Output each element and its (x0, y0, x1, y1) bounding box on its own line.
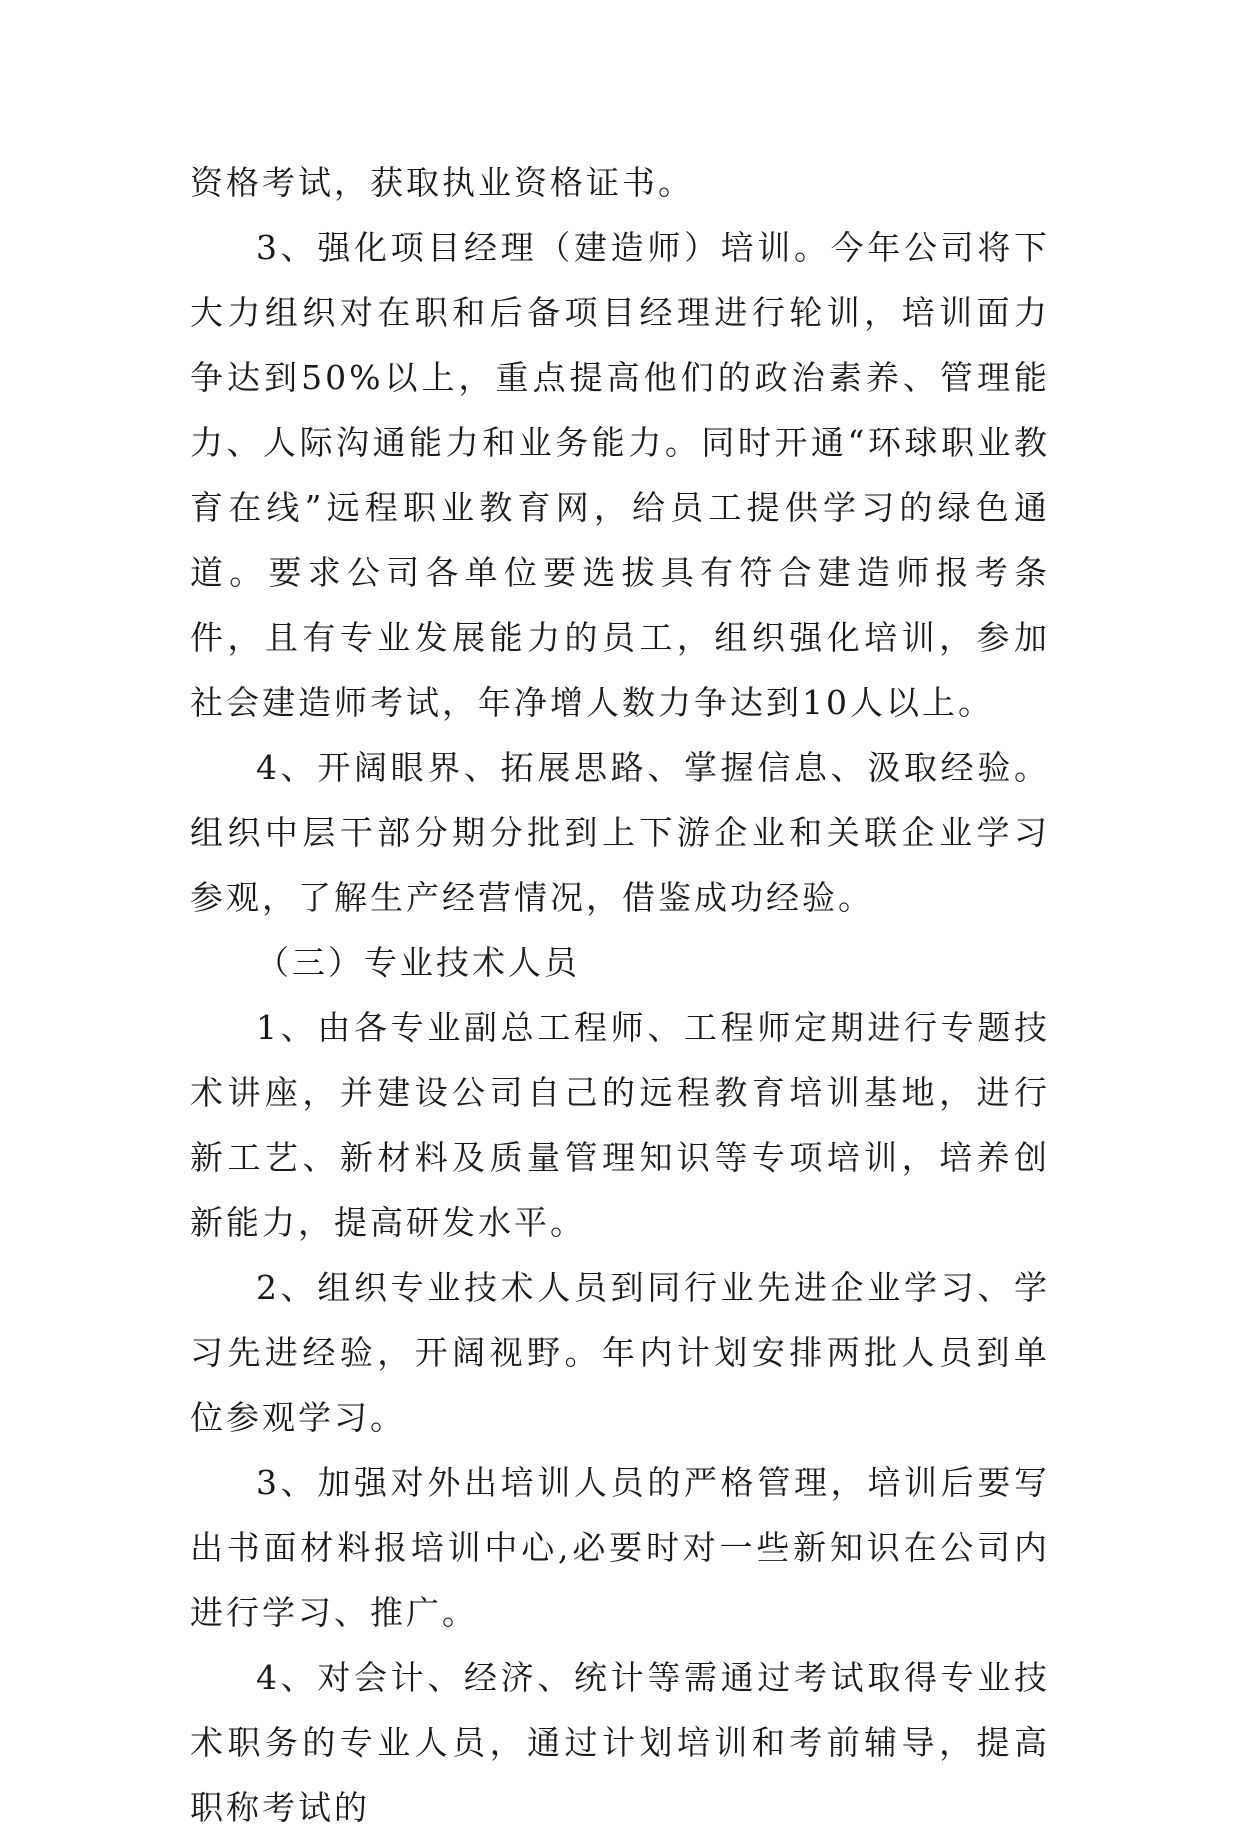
paragraph-item-4-broaden-horizons: 4、开阔眼界、拓展思路、掌握信息、汲取经验。组织中层干部分期分批到上下游企业和关联企业学习参观，了解生产经营情况，借鉴成功经验。 (190, 748, 1050, 917)
paragraph-item-1-technical-lectures: 1、由各专业副总工程师、工程师定期进行专题技术讲座，并建设公司自己的远程教育培训基地，进行新工艺、新材料及质量管理知识等专项培训，培养创新能力，提高研发水平。 (190, 1008, 1050, 1242)
document-body (190, 150, 1050, 1840)
paragraph-item-2-study-visits: 2、组织专业技术人员到同行业先进企业学习、学习先进经验，开阔视野。年内计划安排两批人员到单位参观学习。 (190, 1268, 1050, 1437)
paragraph-continuation: 资格考试，获取执业资格证书。 (190, 163, 694, 202)
paragraph-item-3-project-manager-training: 3、强化项目经理（建造师）培训。今年公司将下大力组织对在职和后备项目经理进行轮训，培训面力争达到50%以上，重点提高他们的政治素养、管理能力、人际沟通能力和业务能力。同时开通“环球职业教育在线”远程职业教育网，给员工提供学习的绿色通道。要求公司各单位要选拔具有符合建造师报考条件，且有专业发展能力的员工，组织强化培训，参加社会建造师考试，年净增人数力争达到10人以上。 (190, 228, 1050, 722)
section-heading-professional-staff: （三）专业技术人员 (256, 943, 580, 982)
paragraph-item-3-training-management: 3、加强对外出培训人员的严格管理，培训后要写出书面材料报培训中心,必要时对一些新知识在公司内进行学习、推广。 (190, 1463, 1050, 1632)
paragraph-item-4-exam-guidance: 4、对会计、经济、统计等需通过考试取得专业技术职务的专业人员，通过计划培训和考前辅导，提高职称考试的 (190, 1658, 1050, 1827)
